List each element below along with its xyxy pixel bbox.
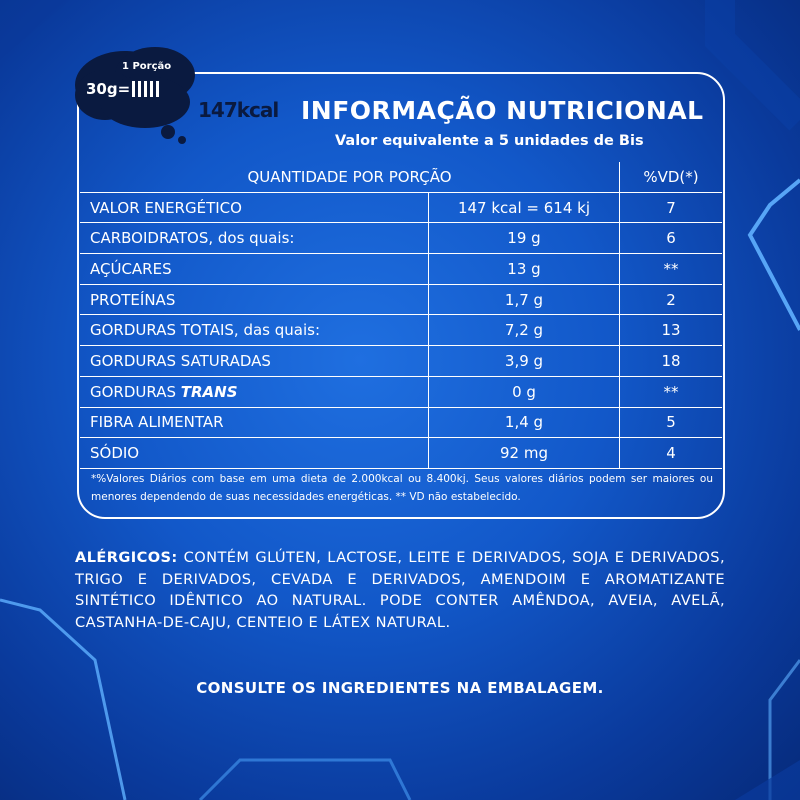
nutrient-amount: 147 kcal = 614 kj bbox=[429, 192, 620, 223]
nutrient-vd: 18 bbox=[620, 346, 723, 377]
nutrient-vd: 13 bbox=[620, 315, 723, 346]
portion-label: 1 Porção bbox=[122, 61, 172, 72]
table-row bbox=[80, 254, 722, 285]
nutrient-name bbox=[80, 376, 429, 407]
nutrient-amount: 13 g bbox=[429, 254, 620, 285]
nutrition-table bbox=[80, 162, 722, 470]
table-row bbox=[80, 223, 722, 254]
column-header-vd: %VD(*) bbox=[620, 162, 723, 192]
nutrient-amount: 3,9 g bbox=[429, 346, 620, 377]
page-subtitle: Valor equivalente a 5 unidades de Bis bbox=[335, 133, 644, 149]
nutrient-amount: 0 g bbox=[429, 376, 620, 407]
nutrient-name: FIBRA ALIMENTAR bbox=[80, 407, 429, 438]
nutrient-name: CARBOIDRATOS, dos quais: bbox=[80, 223, 429, 254]
portion-units-icon bbox=[132, 81, 159, 97]
nutrient-amount: 1,4 g bbox=[429, 407, 620, 438]
page-title: INFORMAÇÃO NUTRICIONAL bbox=[301, 96, 704, 125]
table-row bbox=[80, 192, 722, 223]
table-row bbox=[80, 346, 722, 377]
table-row bbox=[80, 376, 722, 407]
allergens-label: ALÉRGICOS: bbox=[75, 549, 178, 566]
nutrient-vd: 6 bbox=[620, 223, 723, 254]
table-footnote: *%Valores Diários com base em uma dieta de 2.000kcal ou 8.400kj. Seus valores diários podem ser maiores ou menores dependendo de suas necessidades energéticas. ** VD não estabelecido. bbox=[91, 473, 713, 503]
nutrient-vd: 4 bbox=[620, 438, 723, 469]
nutrient-name: GORDURAS SATURADAS bbox=[80, 346, 429, 377]
nutrient-vd: 7 bbox=[620, 192, 723, 223]
table-header-row bbox=[80, 162, 722, 192]
nutrient-vd: 2 bbox=[620, 284, 723, 315]
nutrient-name: SÓDIO bbox=[80, 438, 429, 469]
table-row bbox=[80, 284, 722, 315]
nutrient-vd: ** bbox=[620, 254, 723, 285]
allergens-body: CONTÉM GLÚTEN, LACTOSE, LEITE E DERIVADOS, SOJA E DERIVADOS, TRIGO E DERIVADOS, CEVADA E DERIVADOS, AMENDOIM E AROMATIZANTE SINTÉTICO IDÊNTICO AO NATURAL. PODE CONTER AMÊNDOA, AVEIA, AVELÃ, CASTANHA-DE-CAJU, CENTEIO E LÁTEX NATURAL. bbox=[75, 549, 725, 631]
nutrient-name: PROTEÍNAS bbox=[80, 284, 429, 315]
portion-grams: 30g= bbox=[86, 80, 131, 98]
table-row bbox=[80, 407, 722, 438]
nutrient-vd: 5 bbox=[620, 407, 723, 438]
nutrient-vd: ** bbox=[620, 376, 723, 407]
nutrient-name-emphasis: TRANS bbox=[180, 382, 238, 401]
nutrient-name: GORDURAS TOTAIS, das quais: bbox=[80, 315, 429, 346]
column-header-quantity: QUANTIDADE POR PORÇÃO bbox=[247, 167, 452, 186]
nutrient-name-prefix: GORDURAS bbox=[90, 382, 181, 401]
nutrient-amount: 19 g bbox=[429, 223, 620, 254]
table-row bbox=[80, 438, 722, 469]
nutrient-amount: 92 mg bbox=[429, 438, 620, 469]
nutrient-name: AÇÚCARES bbox=[80, 254, 429, 285]
nutrient-name: VALOR ENERGÉTICO bbox=[80, 192, 429, 223]
nutrient-amount: 1,7 g bbox=[429, 284, 620, 315]
nutrient-amount: 7,2 g bbox=[429, 315, 620, 346]
portion-kcal: 147kcal bbox=[198, 98, 279, 122]
allergens-text bbox=[75, 547, 725, 633]
table-row bbox=[80, 315, 722, 346]
consult-ingredients-note: CONSULTE OS INGREDIENTES NA EMBALAGEM. bbox=[196, 679, 604, 697]
